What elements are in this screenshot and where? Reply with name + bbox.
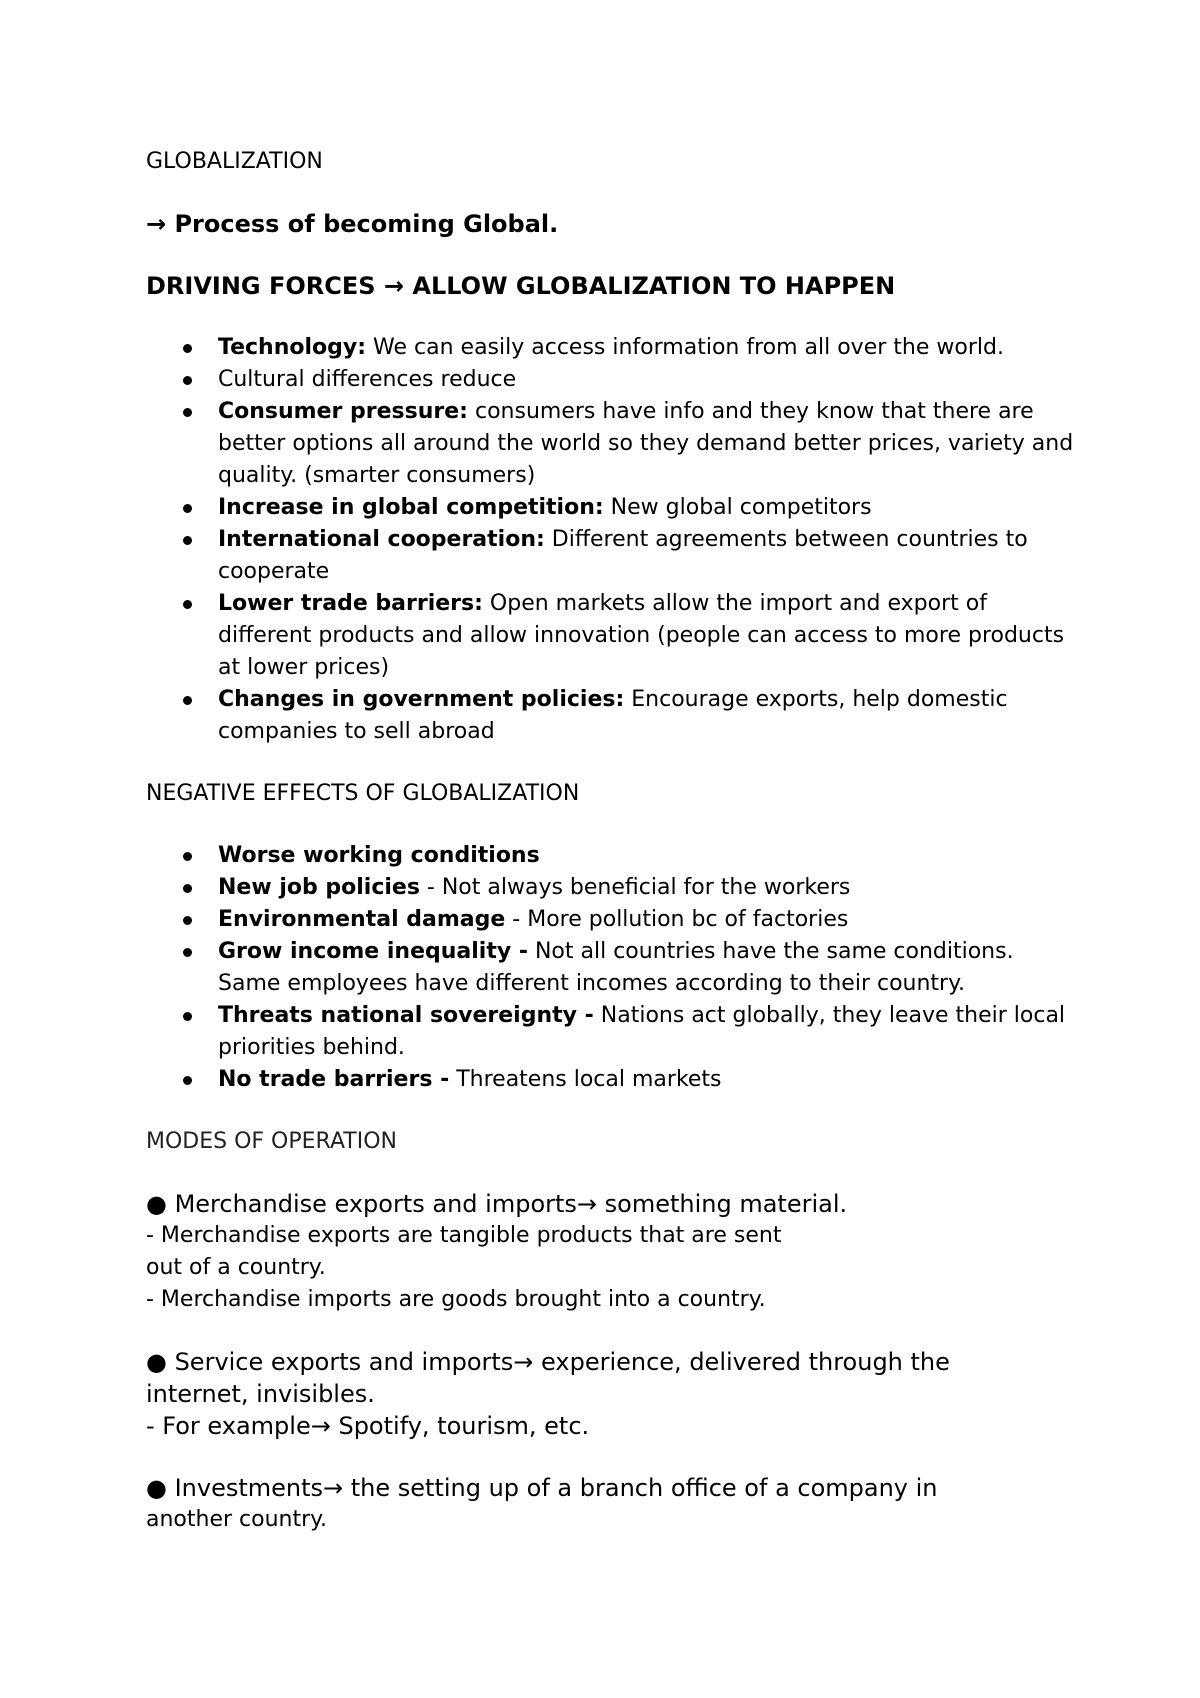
list-item: Lower trade barriers: Open markets allow the import and export of different products and allow innovation (people can access to more products at lower prices) [218, 588, 1076, 684]
merchandise-line: out of a country. [146, 1255, 326, 1280]
service-title: ● Service exports and imports→ experience, delivered through the [146, 1348, 950, 1376]
driving-forces-heading: DRIVING FORCES → ALLOW GLOBALIZATION TO HAPPEN [146, 272, 896, 300]
definition: → Process of becoming Global. [146, 210, 559, 238]
driving-forces-list [146, 332, 1076, 748]
list-item: New job policies - Not always beneficial for the workers [218, 872, 1076, 904]
negative-effects-heading: NEGATIVE EFFECTS OF GLOBALIZATION [146, 781, 580, 806]
merchandise-line: - Merchandise exports are tangible products that are sent [146, 1223, 782, 1248]
list-item: Consumer pressure: consumers have info and they know that there are better options all around the world so they demand better prices, variety and quality. (smarter consumers) [218, 396, 1076, 492]
list-item: No trade barriers - Threatens local markets [218, 1064, 1076, 1096]
document-title: GLOBALIZATION [146, 149, 323, 174]
service-title-cont: internet, invisibles. [146, 1380, 375, 1408]
negative-effects-list [146, 840, 1076, 1096]
list-item: International cooperation: Different agreements between countries to cooperate [218, 524, 1076, 588]
list-item: Cultural differences reduce [218, 364, 1076, 396]
service-example: - For example→ Spotify, tourism, etc. [146, 1412, 590, 1440]
list-item: Technology: We can easily access information from all over the world. [218, 332, 1076, 364]
merchandise-title: ● Merchandise exports and imports→ something material. [146, 1190, 848, 1218]
list-item: Worse working conditions [218, 840, 1076, 872]
merchandise-line: - Merchandise imports are goods brought into a country. [146, 1287, 766, 1312]
modes-heading: MODES OF OPERATION [146, 1129, 397, 1154]
document-body [146, 146, 1076, 1536]
list-item: Increase in global competition: New global competitors [218, 492, 1076, 524]
investments-title: ● Investments→ the setting up of a branch office of a company in [146, 1474, 938, 1502]
list-item: Grow income inequality - Not all countries have the same conditions. Same employees have different incomes according to their country. [218, 936, 1076, 1000]
list-item: Threats national sovereignty - Nations act globally, they leave their local priorities behind. [218, 1000, 1076, 1064]
list-item: Changes in government policies: Encourage exports, help domestic companies to sell abroad [218, 684, 1076, 748]
investments-line: another country. [146, 1507, 328, 1532]
list-item: Environmental damage - More pollution bc of factories [218, 904, 1076, 936]
